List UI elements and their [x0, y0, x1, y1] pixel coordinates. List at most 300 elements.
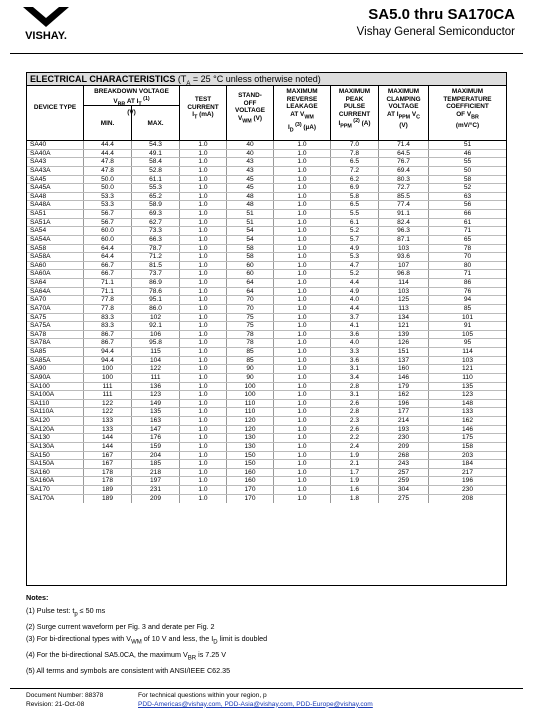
cell-clamping-voltage: 76.7 [378, 158, 428, 166]
cell-temp-coefficient: 196 [428, 477, 506, 485]
table-row [27, 365, 506, 374]
cell-clamping-voltage: 196 [378, 400, 428, 408]
cell-clamping-voltage: 85.5 [378, 193, 428, 201]
cell-clamping-voltage: 162 [378, 391, 428, 399]
cell-peak-pulse-current: 7.0 [330, 141, 378, 149]
table-row [27, 477, 506, 486]
cell-reverse-leakage: 1.0 [273, 400, 330, 408]
cell-reverse-leakage: 1.0 [273, 296, 330, 304]
cell-temp-coefficient: 85 [428, 305, 506, 313]
cell-device-type: SA85 [30, 348, 47, 355]
cell-device-type: SA150 [30, 451, 50, 459]
cell-test-current: 1.0 [179, 314, 226, 322]
cell-breakdown-max: 95.1 [131, 296, 179, 304]
cell-breakdown-min: 64.4 [83, 253, 131, 261]
cell-standoff-voltage: 78 [226, 339, 273, 347]
cell-reverse-leakage: 1.0 [273, 477, 330, 485]
header-standoff-voltage: STAND- OFF VOLTAGE $V_{WM}$ (V) [226, 86, 273, 140]
cell-breakdown-min: 83.3 [83, 314, 131, 322]
cell-temp-coefficient: 91 [428, 322, 506, 330]
cell-temp-coefficient: 135 [428, 383, 506, 391]
cell-breakdown-min: 189 [83, 495, 131, 504]
cell-standoff-voltage: 75 [226, 314, 273, 322]
cell-test-current: 1.0 [179, 443, 226, 451]
cell-clamping-voltage: 230 [378, 434, 428, 442]
table-row [27, 270, 506, 279]
cell-breakdown-min: 56.7 [83, 219, 131, 227]
note-4: (4) For the bi-directional SA5.0CA, the maximum $V_{BR}$ is 7.25 V [26, 650, 227, 662]
cell-test-current: 1.0 [179, 331, 226, 339]
cell-standoff-voltage: 150 [226, 452, 273, 460]
cell-peak-pulse-current: 5.8 [330, 193, 378, 201]
cell-clamping-voltage: 114 [378, 279, 428, 287]
cell-breakdown-min: 66.7 [83, 262, 131, 270]
cell-temp-coefficient: 203 [428, 452, 506, 460]
cell-peak-pulse-current: 5.7 [330, 236, 378, 244]
table-row [27, 331, 506, 340]
cell-peak-pulse-current: 4.0 [330, 339, 378, 347]
cell-temp-coefficient: 56 [428, 201, 506, 209]
cell-breakdown-max: 86.9 [131, 279, 179, 287]
table-row [27, 383, 506, 392]
cell-breakdown-max: 104 [131, 357, 179, 365]
cell-peak-pulse-current: 5.5 [330, 210, 378, 218]
cell-breakdown-max: 149 [131, 400, 179, 408]
table-row [27, 236, 506, 245]
cell-device-type: SA100A [30, 391, 55, 399]
cell-temp-coefficient: 52 [428, 184, 506, 192]
cell-breakdown-max: 73.3 [131, 227, 179, 235]
cell-breakdown-max: 163 [131, 417, 179, 425]
cell-standoff-voltage: 64 [226, 288, 273, 296]
cell-breakdown-max: 176 [131, 434, 179, 442]
cell-standoff-voltage: 160 [226, 477, 273, 485]
cell-temp-coefficient: 175 [428, 434, 506, 442]
cell-reverse-leakage: 1.0 [273, 495, 330, 504]
cell-temp-coefficient: 78 [428, 245, 506, 253]
table-row [27, 391, 506, 400]
cell-peak-pulse-current: 2.4 [330, 443, 378, 451]
cell-breakdown-max: 78.6 [131, 288, 179, 296]
cell-test-current: 1.0 [179, 176, 226, 184]
cell-reverse-leakage: 1.0 [273, 408, 330, 416]
cell-reverse-leakage: 1.0 [273, 201, 330, 209]
cell-temp-coefficient: 148 [428, 400, 506, 408]
cell-peak-pulse-current: 4.4 [330, 279, 378, 287]
table-row [27, 253, 506, 262]
cell-device-type: SA170 [30, 486, 50, 493]
cell-breakdown-min: 111 [83, 383, 131, 391]
table-row [27, 219, 506, 228]
cell-standoff-voltage: 160 [226, 469, 273, 477]
header-test-current: TEST CURRENT $I_T$ (mA) [179, 86, 226, 140]
note-1: (1) Pulse test: $t_p \le 50$ ms [26, 605, 106, 618]
cell-peak-pulse-current: 3.1 [330, 391, 378, 399]
cell-standoff-voltage: 40 [226, 150, 273, 158]
cell-reverse-leakage: 1.0 [273, 417, 330, 425]
table-row [27, 495, 506, 504]
cell-clamping-voltage: 179 [378, 383, 428, 391]
cell-breakdown-min: 56.7 [83, 210, 131, 218]
table-row [27, 460, 506, 469]
cell-standoff-voltage: 54 [226, 227, 273, 235]
cell-breakdown-max: 185 [131, 460, 179, 468]
cell-breakdown-min: 83.3 [83, 322, 131, 330]
cell-test-current: 1.0 [179, 391, 226, 399]
cell-peak-pulse-current: 2.6 [330, 426, 378, 434]
table-row [27, 296, 506, 305]
cell-breakdown-max: 61.1 [131, 176, 179, 184]
table-row [27, 486, 506, 495]
cell-clamping-voltage: 193 [378, 426, 428, 434]
cell-device-type: SA64 [30, 279, 47, 286]
table-row [27, 426, 506, 435]
cell-breakdown-min: 44.4 [83, 141, 131, 149]
cell-breakdown-min: 71.1 [83, 288, 131, 296]
cell-reverse-leakage: 1.0 [273, 167, 330, 175]
table-row [27, 357, 506, 366]
cell-peak-pulse-current: 3.4 [330, 374, 378, 382]
cell-reverse-leakage: 1.0 [273, 210, 330, 218]
cell-peak-pulse-current: 7.2 [330, 167, 378, 175]
cell-device-type: SA160 [30, 468, 50, 476]
cell-reverse-leakage: 1.0 [273, 305, 330, 313]
cell-peak-pulse-current: 5.2 [330, 227, 378, 235]
cell-clamping-voltage: 214 [378, 417, 428, 425]
cell-device-type: SA75 [30, 313, 47, 321]
cell-breakdown-max: 204 [131, 452, 179, 460]
notes [26, 592, 267, 678]
cell-temp-coefficient: 121 [428, 365, 506, 373]
cell-clamping-voltage: 134 [378, 314, 428, 322]
cell-test-current: 1.0 [179, 236, 226, 244]
cell-breakdown-max: 102 [131, 314, 179, 322]
header-reverse-leakage: MAXIMUM REVERSE LEAKAGE AT $V_{WM}$ $I_D$ $^{(3)}$ (µA) [273, 86, 330, 140]
cell-breakdown-min: 100 [83, 374, 131, 382]
table-row [27, 400, 506, 409]
cell-breakdown-max: 159 [131, 443, 179, 451]
cell-standoff-voltage: 60 [226, 262, 273, 270]
cell-peak-pulse-current: 4.9 [330, 288, 378, 296]
cell-peak-pulse-current: 1.8 [330, 495, 378, 504]
page-title: SA5.0 thru SA170CA [368, 6, 515, 23]
cell-test-current: 1.0 [179, 193, 226, 201]
cell-breakdown-max: 58.4 [131, 158, 179, 166]
cell-temp-coefficient: 94 [428, 296, 506, 304]
cell-temp-coefficient: 110 [428, 374, 506, 382]
cell-test-current: 1.0 [179, 253, 226, 261]
vishay-logo [11, 5, 81, 41]
cell-clamping-voltage: 87.1 [378, 236, 428, 244]
cell-breakdown-min: 53.3 [83, 193, 131, 201]
cell-peak-pulse-current: 6.1 [330, 219, 378, 227]
cell-peak-pulse-current: 2.6 [330, 400, 378, 408]
cell-reverse-leakage: 1.0 [273, 339, 330, 347]
cell-peak-pulse-current: 3.1 [330, 365, 378, 373]
cell-temp-coefficient: 51 [428, 141, 506, 149]
cell-breakdown-min: 44.4 [83, 150, 131, 158]
cell-test-current: 1.0 [179, 305, 226, 313]
cell-temp-coefficient: 114 [428, 348, 506, 356]
cell-device-type: SA40A [30, 149, 51, 157]
cell-temp-coefficient: 162 [428, 417, 506, 425]
cell-test-current: 1.0 [179, 210, 226, 218]
cell-reverse-leakage: 1.0 [273, 434, 330, 442]
cell-breakdown-max: 54.3 [131, 141, 179, 149]
cell-standoff-voltage: 48 [226, 201, 273, 209]
table-row [27, 408, 506, 417]
cell-clamping-voltage: 243 [378, 460, 428, 468]
cell-test-current: 1.0 [179, 426, 226, 434]
cell-breakdown-max: 66.3 [131, 236, 179, 244]
cell-test-current: 1.0 [179, 201, 226, 209]
cell-temp-coefficient: 46 [428, 150, 506, 158]
cell-reverse-leakage: 1.0 [273, 288, 330, 296]
cell-clamping-voltage: 209 [378, 443, 428, 451]
cell-clamping-voltage: 139 [378, 331, 428, 339]
cell-reverse-leakage: 1.0 [273, 443, 330, 451]
cell-test-current: 1.0 [179, 245, 226, 253]
cell-temp-coefficient: 71 [428, 270, 506, 278]
cell-peak-pulse-current: 4.4 [330, 305, 378, 313]
cell-peak-pulse-current: 5.2 [330, 270, 378, 278]
cell-device-type: SA90 [30, 365, 47, 373]
cell-breakdown-min: 133 [83, 426, 131, 434]
cell-reverse-leakage: 1.0 [273, 469, 330, 477]
cell-device-type: SA58A [30, 253, 51, 261]
note-5: (5) All terms and symbols are consistent with ANSI/IEEE C62.35 [26, 666, 231, 676]
cell-reverse-leakage: 1.0 [273, 236, 330, 244]
table-row [27, 184, 506, 193]
cell-device-type: SA51 [30, 210, 47, 217]
cell-clamping-voltage: 146 [378, 374, 428, 382]
table-row [27, 305, 506, 314]
cell-device-type: SA48 [30, 192, 47, 200]
cell-test-current: 1.0 [179, 339, 226, 347]
cell-test-current: 1.0 [179, 495, 226, 504]
cell-breakdown-min: 50.0 [83, 176, 131, 184]
cell-standoff-voltage: 85 [226, 357, 273, 365]
cell-breakdown-max: 65.2 [131, 193, 179, 201]
cell-breakdown-max: 78.7 [131, 245, 179, 253]
table-row [27, 262, 506, 271]
cell-device-type: SA48A [30, 201, 51, 209]
cell-temp-coefficient: 86 [428, 279, 506, 287]
cell-temp-coefficient: 80 [428, 262, 506, 270]
cell-reverse-leakage: 1.0 [273, 374, 330, 382]
cell-reverse-leakage: 1.0 [273, 158, 330, 166]
cell-peak-pulse-current: 1.9 [330, 452, 378, 460]
table-row [27, 245, 506, 254]
table-row [27, 314, 506, 323]
cell-standoff-voltage: 110 [226, 408, 273, 416]
cell-breakdown-min: 47.8 [83, 158, 131, 166]
cell-breakdown-min: 144 [83, 434, 131, 442]
cell-clamping-voltage: 126 [378, 339, 428, 347]
cell-standoff-voltage: 130 [226, 443, 273, 451]
cell-test-current: 1.0 [179, 417, 226, 425]
cell-breakdown-max: 135 [131, 408, 179, 416]
footer-rule [10, 688, 523, 689]
cell-device-type: SA51A [30, 218, 51, 226]
cell-standoff-voltage: 51 [226, 210, 273, 218]
cell-clamping-voltage: 107 [378, 262, 428, 270]
cell-device-type: SA45 [30, 175, 47, 183]
cell-device-type: SA43A [30, 166, 51, 174]
table-row [27, 417, 506, 426]
cell-standoff-voltage: 70 [226, 296, 273, 304]
cell-standoff-voltage: 70 [226, 305, 273, 313]
cell-peak-pulse-current: 3.7 [330, 314, 378, 322]
cell-temp-coefficient: 66 [428, 210, 506, 218]
cell-breakdown-min: 53.3 [83, 201, 131, 209]
cell-reverse-leakage: 1.0 [273, 452, 330, 460]
cell-temp-coefficient: 158 [428, 443, 506, 451]
cell-device-type: SA110 [30, 399, 50, 407]
header-device-type: DEVICE TYPE [33, 104, 77, 111]
cell-peak-pulse-current: 2.2 [330, 434, 378, 442]
cell-breakdown-min: 167 [83, 452, 131, 460]
cell-device-type: SA78A [30, 339, 51, 347]
cell-peak-pulse-current: 1.7 [330, 469, 378, 477]
cell-breakdown-max: 111 [131, 374, 179, 382]
cell-device-type: SA78 [30, 330, 47, 338]
cell-device-type: SA90A [30, 373, 51, 381]
cell-standoff-voltage: 64 [226, 279, 273, 287]
cell-breakdown-max: 115 [131, 348, 179, 356]
cell-temp-coefficient: 50 [428, 167, 506, 175]
cell-test-current: 1.0 [179, 383, 226, 391]
cell-clamping-voltage: 72.7 [378, 184, 428, 192]
cell-device-type: SA130A [30, 442, 55, 450]
cell-device-type: SA64A [30, 287, 51, 295]
cell-standoff-voltage: 43 [226, 158, 273, 166]
footer-email-links[interactable]: PDD-Americas@vishay.com, PDD-Asia@vishay.com, PDD-Europe@vishay.com [138, 700, 373, 708]
cell-temp-coefficient: 146 [428, 426, 506, 434]
table-row [27, 443, 506, 452]
cell-breakdown-max: 73.7 [131, 270, 179, 278]
cell-peak-pulse-current: 2.3 [330, 417, 378, 425]
electrical-characteristics-table [26, 72, 507, 586]
cell-breakdown-min: 94.4 [83, 357, 131, 365]
note-2: (2) Surge current waveform per Fig. 3 and derate per Fig. 2 [26, 621, 215, 631]
cell-device-type: SA160A [30, 477, 55, 485]
table-row [27, 210, 506, 219]
table-row [27, 288, 506, 297]
cell-reverse-leakage: 1.0 [273, 219, 330, 227]
cell-reverse-leakage: 1.0 [273, 426, 330, 434]
table-row [27, 339, 506, 348]
cell-test-current: 1.0 [179, 477, 226, 485]
cell-peak-pulse-current: 6.2 [330, 176, 378, 184]
cell-device-type: SA85A [30, 356, 51, 364]
cell-breakdown-min: 86.7 [83, 339, 131, 347]
cell-temp-coefficient: 184 [428, 460, 506, 468]
cell-test-current: 1.0 [179, 322, 226, 330]
table-row [27, 227, 506, 236]
cell-device-type: SA40 [30, 141, 47, 148]
cell-breakdown-min: 77.8 [83, 305, 131, 313]
cell-standoff-voltage: 100 [226, 383, 273, 391]
table-row [27, 167, 506, 176]
cell-test-current: 1.0 [179, 227, 226, 235]
cell-standoff-voltage: 58 [226, 253, 273, 261]
cell-standoff-voltage: 150 [226, 460, 273, 468]
cell-clamping-voltage: 125 [378, 296, 428, 304]
cell-temp-coefficient: 65 [428, 236, 506, 244]
cell-peak-pulse-current: 3.6 [330, 331, 378, 339]
cell-temp-coefficient: 123 [428, 391, 506, 399]
cell-breakdown-min: 60.0 [83, 236, 131, 244]
cell-peak-pulse-current: 1.9 [330, 477, 378, 485]
cell-breakdown-max: 86.0 [131, 305, 179, 313]
cell-clamping-voltage: 69.4 [378, 167, 428, 175]
cell-peak-pulse-current: 2.8 [330, 408, 378, 416]
cell-clamping-voltage: 103 [378, 288, 428, 296]
cell-clamping-voltage: 80.3 [378, 176, 428, 184]
cell-device-type: SA54A [30, 235, 51, 243]
header-max: MAX. [131, 106, 179, 140]
cell-standoff-voltage: 130 [226, 434, 273, 442]
cell-device-type: SA130 [30, 434, 50, 442]
cell-device-type: SA43 [30, 158, 47, 166]
table-row [27, 158, 506, 167]
table-row [27, 150, 506, 159]
cell-breakdown-max: 55.3 [131, 184, 179, 192]
cell-standoff-voltage: 85 [226, 348, 273, 356]
cell-clamping-voltage: 64.5 [378, 150, 428, 158]
cell-temp-coefficient: 133 [428, 408, 506, 416]
cell-peak-pulse-current: 4.9 [330, 245, 378, 253]
cell-clamping-voltage: 304 [378, 486, 428, 494]
cell-breakdown-max: 218 [131, 469, 179, 477]
cell-clamping-voltage: 113 [378, 305, 428, 313]
table-row [27, 141, 506, 150]
cell-breakdown-min: 122 [83, 408, 131, 416]
cell-reverse-leakage: 1.0 [273, 245, 330, 253]
table-row [27, 322, 506, 331]
cell-breakdown-max: 71.2 [131, 253, 179, 261]
cell-standoff-voltage: 43 [226, 167, 273, 175]
cell-test-current: 1.0 [179, 434, 226, 442]
footer-question: For technical questions within your region, p [138, 692, 267, 699]
cell-peak-pulse-current: 3.6 [330, 357, 378, 365]
cell-device-type: SA58 [30, 244, 47, 252]
cell-clamping-voltage: 121 [378, 322, 428, 330]
cell-temp-coefficient: 208 [428, 495, 506, 504]
cell-standoff-voltage: 170 [226, 486, 273, 494]
cell-temp-coefficient: 105 [428, 331, 506, 339]
cell-standoff-voltage: 58 [226, 245, 273, 253]
cell-temp-coefficient: 70 [428, 253, 506, 261]
cell-peak-pulse-current: 3.3 [330, 348, 378, 356]
cell-temp-coefficient: 71 [428, 227, 506, 235]
cell-breakdown-max: 136 [131, 383, 179, 391]
cell-temp-coefficient: 217 [428, 469, 506, 477]
brand-text: VISHAY. [25, 30, 67, 41]
table-row [27, 452, 506, 461]
cell-peak-pulse-current: 5.3 [330, 253, 378, 261]
cell-temp-coefficient: 230 [428, 486, 506, 494]
cell-standoff-voltage: 40 [226, 141, 273, 149]
cell-breakdown-max: 95.8 [131, 339, 179, 347]
cell-breakdown-min: 144 [83, 443, 131, 451]
header-breakdown-voltage: BREAKDOWN VOLTAGE $V_{BR}$ AT $I_T$ $^{(1)}$ (V) [83, 86, 179, 106]
cell-standoff-voltage: 170 [226, 495, 273, 504]
cell-clamping-voltage: 91.1 [378, 210, 428, 218]
cell-reverse-leakage: 1.0 [273, 357, 330, 365]
cell-breakdown-max: 123 [131, 391, 179, 399]
